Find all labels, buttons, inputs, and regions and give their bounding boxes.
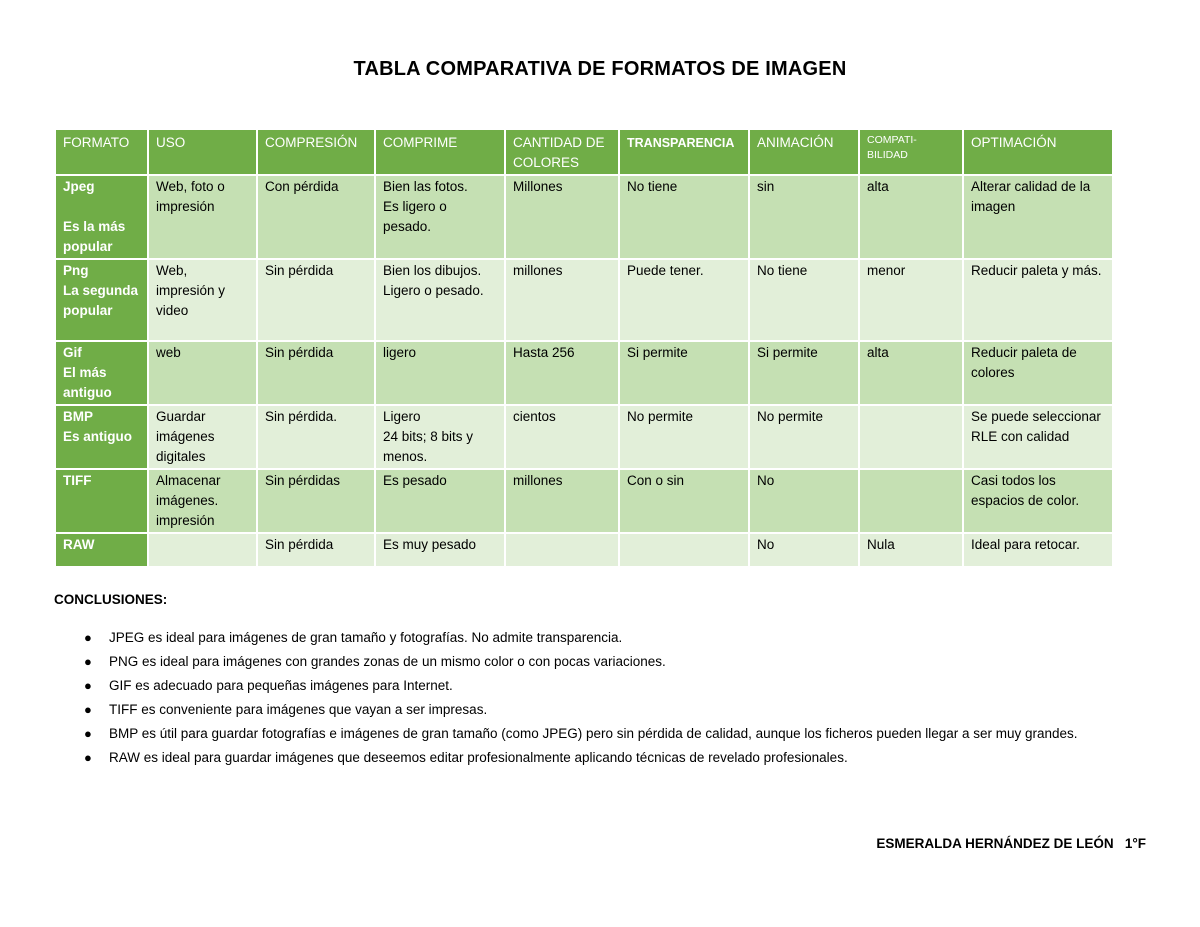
cell-comprime: Bien los dibujos. Ligero o pesado. [375, 259, 505, 341]
conclusion-text: PNG es ideal para imágenes con grandes zonas de un mismo color o con pocas variaciones. [109, 654, 666, 669]
cell-optimacion: Reducir paleta y más. [963, 259, 1113, 341]
header-formato: FORMATO [55, 129, 148, 175]
list-item [54, 722, 1134, 746]
cell-compresion: Sin pérdidas [257, 469, 375, 533]
cell-transparencia: Con o sin [619, 469, 749, 533]
row-format-label: Gif El más antiguo [55, 341, 148, 405]
list-item [54, 746, 1134, 770]
cell-uso: Web, foto o impresión [148, 175, 257, 259]
cell-animacion: No permite [749, 405, 859, 469]
author-signature: ESMERALDA HERNÁNDEZ DE LEÓN 1°F [876, 836, 1146, 851]
cell-cantidad-colores: millones [505, 259, 619, 341]
cell-compresion: Sin pérdida [257, 533, 375, 567]
cell-cantidad-colores: millones [505, 469, 619, 533]
conclusions-heading: CONCLUSIONES: [54, 592, 168, 607]
row-format-label: RAW [55, 533, 148, 567]
cell-compatibilidad: menor [859, 259, 963, 341]
cell-optimacion: Reducir paleta de colores [963, 341, 1113, 405]
cell-uso: Almacenar imágenes. impresión [148, 469, 257, 533]
bullet-icon: ● [84, 750, 92, 765]
cell-cantidad-colores: Millones [505, 175, 619, 259]
bullet-icon: ● [84, 630, 92, 645]
cell-compresion: Sin pérdida. [257, 405, 375, 469]
cell-compatibilidad: alta [859, 175, 963, 259]
conclusion-text: RAW es ideal para guardar imágenes que deseemos editar profesionalmente aplicando técnicas de revelado profesionales. [109, 750, 848, 765]
bullet-icon: ● [84, 678, 92, 693]
cell-optimacion: Alterar calidad de la imagen [963, 175, 1113, 259]
cell-animacion: sin [749, 175, 859, 259]
cell-transparencia: No tiene [619, 175, 749, 259]
comparison-table [54, 128, 1114, 568]
header-transparencia: TRANSPARENCIA [619, 129, 749, 175]
conclusion-text: JPEG es ideal para imágenes de gran tamaño y fotografías. No admite transparencia. [109, 630, 623, 645]
cell-animacion: Si permite [749, 341, 859, 405]
list-item [54, 674, 1134, 698]
list-item [54, 626, 1134, 650]
bullet-icon: ● [84, 654, 92, 669]
bullet-icon: ● [84, 726, 92, 741]
table-row [55, 533, 1113, 567]
table-row [55, 341, 1113, 405]
row-format-label: BMP Es antiguo [55, 405, 148, 469]
list-item [54, 698, 1134, 722]
header-animacion: ANIMACIÓN [749, 129, 859, 175]
cell-comprime: Es muy pesado [375, 533, 505, 567]
cell-animacion: No tiene [749, 259, 859, 341]
cell-optimacion: Se puede seleccionar RLE con calidad [963, 405, 1113, 469]
table-row [55, 405, 1113, 469]
header-optimacion: OPTIMACIÓN [963, 129, 1113, 175]
cell-optimacion: Casi todos los espacios de color. [963, 469, 1113, 533]
header-comprime: COMPRIME [375, 129, 505, 175]
cell-transparencia [619, 533, 749, 567]
cell-compatibilidad [859, 469, 963, 533]
cell-transparencia: Puede tener. [619, 259, 749, 341]
list-item [54, 650, 1134, 674]
cell-compatibilidad [859, 405, 963, 469]
page-title: TABLA COMPARATIVA DE FORMATOS DE IMAGEN [353, 58, 847, 80]
cell-comprime: Bien las fotos. Es ligero o pesado. [375, 175, 505, 259]
row-format-label: Png La segunda popular [55, 259, 148, 341]
cell-comprime: Ligero 24 bits; 8 bits y menos. [375, 405, 505, 469]
cell-transparencia: No permite [619, 405, 749, 469]
cell-compresion: Sin pérdida [257, 259, 375, 341]
conclusion-text: TIFF es conveniente para imágenes que vayan a ser impresas. [109, 702, 488, 717]
cell-cantidad-colores: cientos [505, 405, 619, 469]
table-row [55, 259, 1113, 341]
row-format-label: Jpeg Es la más popular [55, 175, 148, 259]
header-cantidad-colores: CANTIDAD DE COLORES [505, 129, 619, 175]
conclusion-text: BMP es útil para guardar fotografías e imágenes de gran tamaño (como JPEG) pero sin pérdida de calidad, aunque los ficheros pueden llegar a ser muy grandes. [109, 726, 1078, 741]
table-header-row [55, 129, 1113, 175]
cell-cantidad-colores: Hasta 256 [505, 341, 619, 405]
cell-compresion: Sin pérdida [257, 341, 375, 405]
header-compresion: COMPRESIÓN [257, 129, 375, 175]
header-uso: USO [148, 129, 257, 175]
cell-animacion: No [749, 469, 859, 533]
cell-uso [148, 533, 257, 567]
cell-cantidad-colores [505, 533, 619, 567]
row-format-label: TIFF [55, 469, 148, 533]
cell-compresion: Con pérdida [257, 175, 375, 259]
conclusions-list [54, 626, 1134, 770]
table-row [55, 175, 1113, 259]
cell-animacion: No [749, 533, 859, 567]
cell-compatibilidad: alta [859, 341, 963, 405]
cell-transparencia: Si permite [619, 341, 749, 405]
cell-comprime: ligero [375, 341, 505, 405]
cell-uso: Guardar imágenes digitales [148, 405, 257, 469]
conclusion-text: GIF es adecuado para pequeñas imágenes para Internet. [109, 678, 453, 693]
bullet-icon: ● [84, 702, 92, 717]
table-row [55, 469, 1113, 533]
cell-comprime: Es pesado [375, 469, 505, 533]
cell-compatibilidad: Nula [859, 533, 963, 567]
header-compatibilidad: COMPATI- BILIDAD [859, 129, 963, 175]
cell-optimacion: Ideal para retocar. [963, 533, 1113, 567]
cell-uso: web [148, 341, 257, 405]
cell-uso: Web, impresión y video [148, 259, 257, 341]
